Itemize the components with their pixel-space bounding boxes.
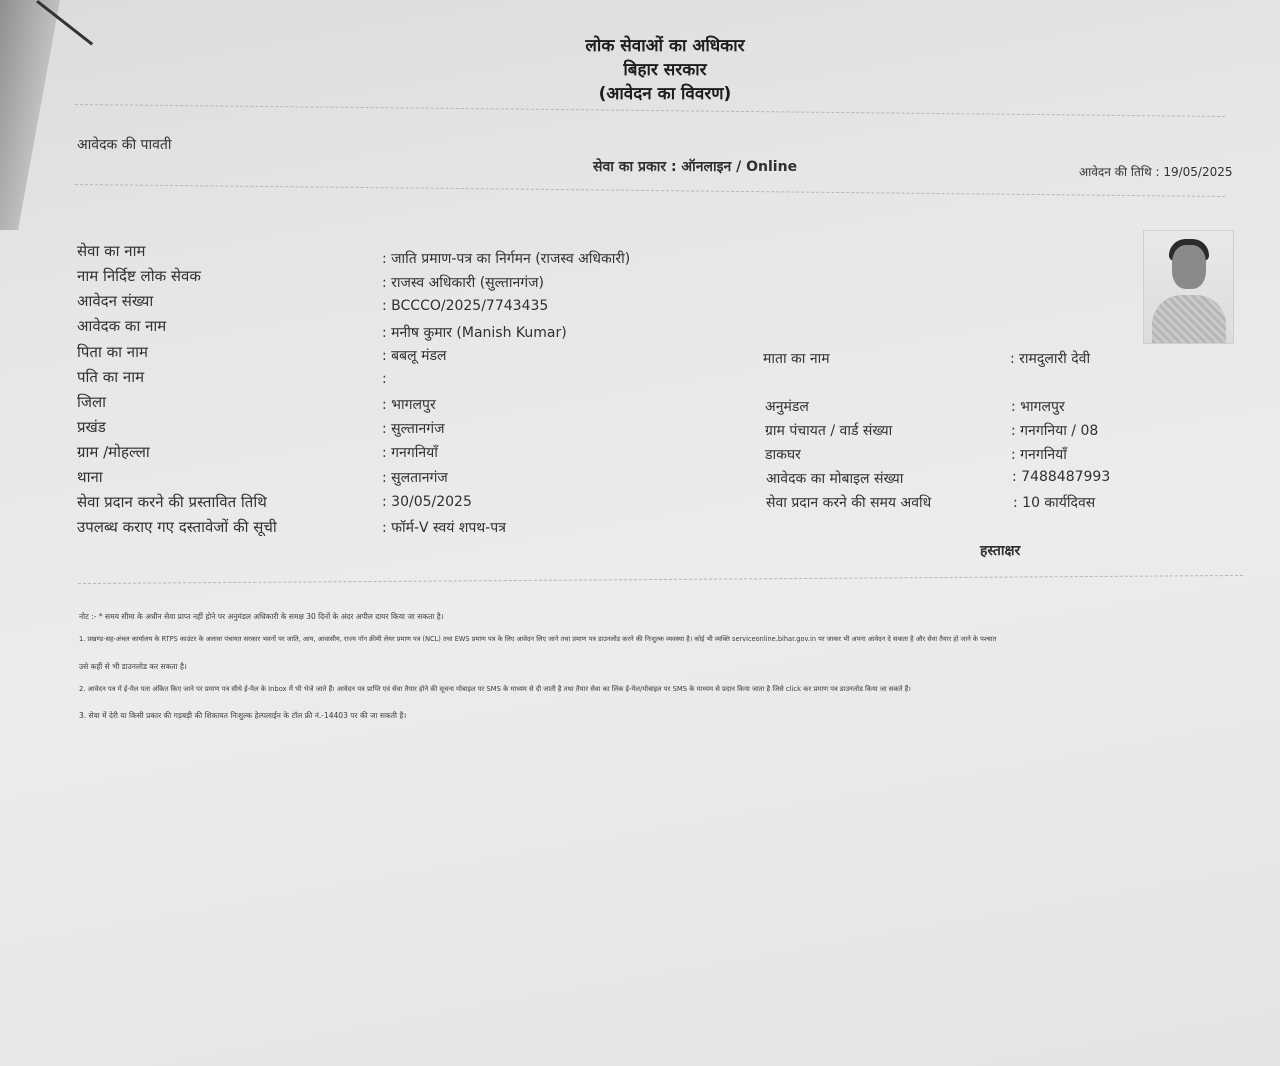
application-date: आवेदन की तिथि : 19/05/2025 bbox=[1079, 165, 1233, 179]
photo-face bbox=[1172, 245, 1206, 289]
note-line: उसे कहीं से भी डाउनलोड कर सकता है। bbox=[79, 662, 187, 671]
field-label: जिला bbox=[77, 393, 107, 411]
note-line: 2. आवेदन पत्र में ई-मेल पता अंकित किए जाने पर प्रमाण पत्र सीधे ई-मेल के Inbox में भी भेजे जाते हैं। आवेदन पत्र प्राप्ति एवं सेवा तैयार होने की सूचना मोबाइल पर SMS के माध्यम से दी जाती है तथा तैयार सेवा का लिंक ई-मेल/मोबाइल पर SMS के माध्यम से प्रदान किया जाता है जिसे click कर प्रमाण पत्र डाउनलोड किया जा सकते हैं। bbox=[79, 685, 911, 693]
field-value: : गनगनियाँ bbox=[382, 445, 438, 461]
field-label: ग्राम पंचायत / वार्ड संख्या bbox=[765, 423, 893, 439]
field-value: : bbox=[382, 371, 387, 387]
header-title-1: लोक सेवाओं का अधिकार bbox=[585, 36, 745, 56]
field-label: ग्राम /मोहल्ला bbox=[77, 443, 150, 461]
field-value: : बबलू मंडल bbox=[382, 348, 447, 364]
service-type: सेवा का प्रकार : ऑनलाइन / Online bbox=[593, 159, 798, 175]
field-value: : भागलपुर bbox=[1011, 399, 1065, 415]
field-label: आवेदन संख्या bbox=[77, 292, 154, 310]
divider-bottom bbox=[78, 575, 1243, 584]
field-value: : फॉर्म-V स्वयं शपथ-पत्र bbox=[382, 520, 506, 536]
divider-top bbox=[75, 104, 1225, 117]
field-label: पिता का नाम bbox=[77, 343, 148, 361]
note-line: 3. सेवा में देरी या किसी प्रकार की गड़बड़ी की शिकायत निःशुल्क हेल्पलाईन के टॉल फ्री नं.-14403 पर की जा सकती है। bbox=[79, 711, 407, 720]
field-value: : रामदुलारी देवी bbox=[1010, 351, 1091, 367]
note-line: 1. प्रखण्ड-सह-अंचल कार्यालय के RTPS काउंटर के अलावा पंचायत सरकार भवनों पर जाति, आय, आवासीय, राज्य नॉन क्रीमी लेयर प्रमाण पत्र (NCL) तथा EWS प्रमाण पत्र के लिए आवेदन लिए जाने तथा प्रमाण पत्र डाउनलोड करने की निःशुल्क व्यवस्था है। कोई भी व्यक्ति serviceonline.bihar.gov.in पर जाकर भी अपना आवेदन दे सकता है और सेवा तैयार हो जाने के पश्चात bbox=[79, 635, 997, 643]
field-label: नाम निर्दिष्ट लोक सेवक bbox=[77, 267, 201, 285]
field-value: : सुल्तानगंज bbox=[382, 421, 445, 437]
field-value: : भागलपुर bbox=[382, 397, 436, 413]
field-value: : मनीष कुमार (Manish Kumar) bbox=[382, 325, 567, 341]
field-label: माता का नाम bbox=[763, 351, 830, 367]
divider-middle bbox=[75, 184, 1225, 197]
field-value: : 10 कार्यदिवस bbox=[1013, 495, 1096, 511]
field-value: : 30/05/2025 bbox=[382, 494, 472, 510]
field-label: सेवा प्रदान करने की समय अवधि bbox=[766, 495, 932, 511]
field-value: : गनगनिया / 08 bbox=[1011, 423, 1099, 439]
field-label: डाकघर bbox=[765, 447, 801, 463]
header-title-3: (आवेदन का विवरण) bbox=[598, 84, 732, 104]
field-label: सेवा का नाम bbox=[77, 242, 146, 260]
applicant-photo bbox=[1143, 230, 1234, 344]
field-label: थाना bbox=[77, 468, 103, 486]
receipt-label: आवेदक की पावती bbox=[77, 137, 172, 153]
field-label: सेवा प्रदान करने की प्रस्तावित तिथि bbox=[77, 493, 267, 511]
photo-shirt bbox=[1152, 295, 1226, 344]
field-value: : BCCCO/2025/7743435 bbox=[382, 298, 549, 314]
field-label: आवेदक का नाम bbox=[77, 317, 167, 335]
field-label: उपलब्ध कराए गए दस्तावेजों की सूची bbox=[77, 518, 277, 536]
field-value: : गनगनियाँ bbox=[1011, 447, 1067, 463]
signature-label: हस्ताक्षर bbox=[980, 543, 1021, 559]
field-label: अनुमंडल bbox=[765, 399, 809, 415]
header-title-2: बिहार सरकार bbox=[623, 60, 707, 80]
field-value: : राजस्व अधिकारी (सुल्तानगंज) bbox=[382, 275, 544, 291]
paper-shadow bbox=[0, 0, 60, 230]
field-value: : जाति प्रमाण-पत्र का निर्गमन (राजस्व अधिकारी) bbox=[382, 251, 631, 267]
note-line: नोट :- * समय सीमा के अधीन सेवा प्राप्त नहीं होने पर अनुमंडल अधिकारी के समक्ष 30 दिनों के अंदर अपील दायर किया जा सकता है। bbox=[79, 612, 444, 621]
field-label: पति का नाम bbox=[77, 368, 145, 386]
field-label: प्रखंड bbox=[77, 418, 106, 436]
field-label: आवेदक का मोबाइल संख्या bbox=[766, 471, 904, 487]
field-value: : 7488487993 bbox=[1012, 469, 1111, 485]
field-value: : सुलतानगंज bbox=[382, 470, 448, 486]
